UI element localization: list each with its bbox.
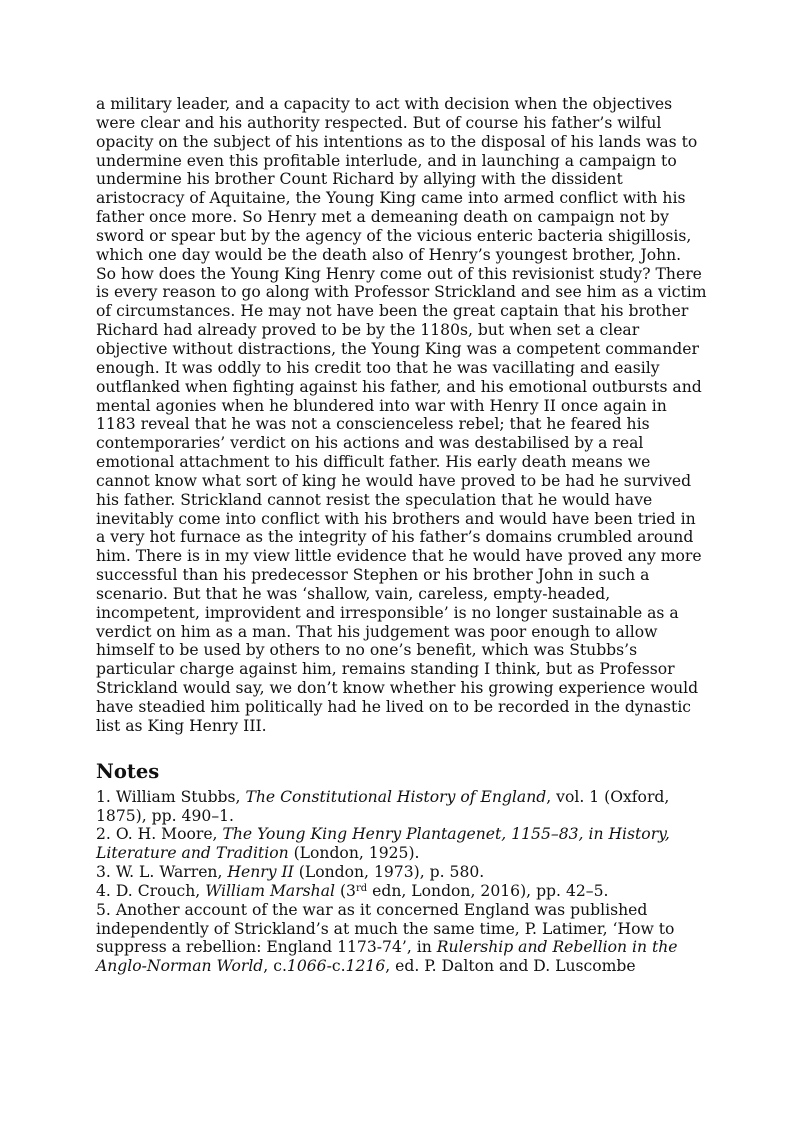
note-2 (96, 825, 708, 863)
document-page (96, 95, 708, 976)
note-title: William Marshal (205, 881, 335, 900)
note-text: 5. Another account of the war as it concerned England was published independently of Strickland’s at much the same time, P. Latimer, ‘How to suppress a rebellion: England 1173-74’, in (96, 900, 675, 957)
note-5 (96, 901, 708, 976)
note-superscript: rd (355, 882, 368, 894)
notes-list (96, 788, 708, 976)
note-text: 3. W. L. Warren, (96, 863, 228, 882)
body-text (96, 95, 708, 736)
note-title: The Constitutional History of England (245, 787, 547, 806)
note-text: 2. O. H. Moore, (96, 825, 223, 844)
note-text: (London, 1925). (288, 844, 420, 863)
note-text: , vol. 1 (Oxford, 1875), pp. 490–1. (96, 787, 670, 825)
note-text: (3 (335, 881, 356, 900)
note-3 (96, 863, 708, 882)
note-1 (96, 788, 708, 826)
note-title: Rulership and Rebellion in the Anglo-Norman World (96, 938, 678, 976)
note-text: 4. D. Crouch, (96, 881, 206, 900)
note-date: 1216 (345, 957, 386, 976)
note-text: 1. William Stubbs, (96, 787, 246, 806)
note-date: 1066 (286, 957, 327, 976)
note-4 (96, 882, 708, 901)
note-text: edn, London, 2016), pp. 42–5. (367, 881, 609, 900)
note-title: The Young King Henry Plantagenet, 1155–83, in History, Literature and Tradition (96, 825, 670, 863)
notes-heading: Notes (96, 759, 160, 783)
note-text: , c. (263, 957, 287, 976)
note-text: , ed. P. Dalton and D. Luscombe (385, 957, 636, 976)
note-text: (London, 1973), p. 580. (293, 863, 485, 882)
note-text: -c. (326, 957, 346, 976)
note-title: Henry II (227, 863, 294, 882)
body-paragraph-2: So how does the Young King Henry come out of this revisionist study? There is every reason to go along with Professor Strickland and see him as a victim of circumstances. He may not have been the great captain that his brother Richard had already proved to be by the 1180s, but when set a clear objective without distractions, the Young King was a competent commander enough. It was oddly to his credit too that he was vacillating and easily outflanked when fighting against his father, and his emotional outbursts and mental agonies when he blundered into war with Henry II once again in 1183 reveal that he was not a conscienceless rebel; that he feared his contemporaries’ verdict on his actions and was destabilised by a real emotional attachment to his difficult father. His early death means we cannot know what sort of king he would have proved to be had he survived his father. Strickland cannot resist the speculation that he would have inevitably come into conflict with his brothers and would have been tried in a very hot furnace as the integrity of his father’s domains crumbled around him. There is in my view little evidence that he would have proved any more successful than his predecessor Stephen or his brother John in such a scenario. But that he was ‘shallow, vain, careless, empty-headed, incompetent, improvident and irresponsible’ is no longer sustainable as a verdict on him as a man. That his judgement was poor enough to allow himself to be used by others to no one’s benefit, which was Stubbs’s particular charge against him, remains standing I think, but as Professor Strickland would say, we don’t know whether his growing experience would have steadied him politically had he lived on to be recorded in the dynastic list as King Henry III. (96, 264, 707, 735)
body-paragraph-1: a military leader, and a capacity to act with decision when the objectives were clear and his authority respected. But of course his father’s wilful opacity on the subject of his intentions as to the disposal of his lands was to undermine even this profitable interlude, and in launching a campaign to undermine his brother Count Richard by allying with the dissident aristocracy of Aquitaine, the Young King came into armed conflict with his father once more. So Henry met a demeaning death on campaign not by sword or spear but by the agency of the vicious enteric bacteria shigillosis, which one day would be the death also of Henry’s youngest brother, John. (96, 95, 698, 264)
